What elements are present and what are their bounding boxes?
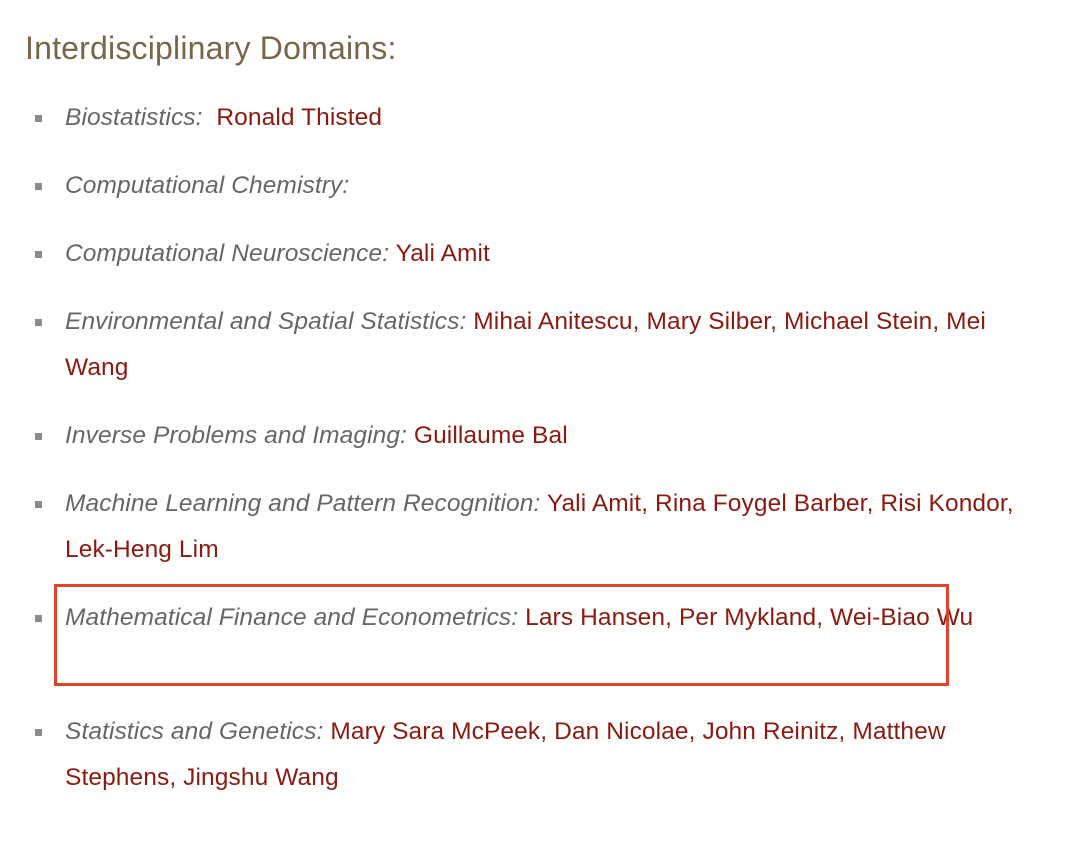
person-link[interactable]: Ronald Thisted bbox=[216, 104, 383, 131]
name-separator: , bbox=[641, 490, 656, 517]
name-separator: , bbox=[838, 718, 853, 745]
bullet-icon bbox=[35, 615, 42, 622]
name-separator: , bbox=[169, 764, 184, 791]
person-link[interactable]: Jingshu Wang bbox=[183, 764, 339, 791]
person-link[interactable]: Mary Silber bbox=[646, 308, 771, 335]
section-heading: Interdisciplinary Domains: bbox=[25, 30, 397, 66]
person-link[interactable]: John Reinitz bbox=[702, 718, 839, 745]
people-links bbox=[396, 240, 490, 267]
person-link[interactable]: Michael Stein bbox=[783, 308, 933, 335]
bullet-icon bbox=[35, 433, 42, 440]
name-separator: , bbox=[816, 604, 831, 631]
domain-label: Inverse Problems and Imaging: bbox=[65, 422, 407, 449]
name-separator: , bbox=[1006, 490, 1014, 517]
person-link[interactable]: Yali Amit bbox=[395, 240, 490, 267]
domain-label: Machine Learning and Pattern Recognition: bbox=[65, 490, 541, 517]
person-link[interactable]: Yali Amit bbox=[546, 490, 642, 517]
person-link[interactable]: Risi Kondor bbox=[880, 490, 1007, 517]
name-separator: , bbox=[688, 718, 703, 745]
people-links bbox=[414, 422, 568, 449]
domain-gap bbox=[203, 104, 217, 131]
domain-gap bbox=[407, 422, 414, 449]
domain-label: Biostatistics: bbox=[65, 104, 203, 131]
name-separator: , bbox=[770, 308, 784, 335]
person-link[interactable]: Mihai Anitescu bbox=[473, 308, 633, 335]
domain-label: Statistics and Genetics: bbox=[65, 718, 324, 745]
bullet-icon bbox=[35, 251, 42, 258]
person-link[interactable]: Lek-Heng Lim bbox=[65, 536, 219, 563]
people-links bbox=[525, 604, 973, 631]
person-link[interactable]: Guillaume Bal bbox=[413, 422, 568, 449]
person-link[interactable]: Matthew Stephens bbox=[65, 718, 946, 791]
person-link[interactable]: Mary Sara McPeek bbox=[330, 718, 541, 745]
people-links bbox=[216, 104, 382, 131]
name-separator: , bbox=[540, 718, 555, 745]
domain-label: Computational Neuroscience: bbox=[65, 240, 390, 267]
name-separator: , bbox=[632, 308, 647, 335]
name-separator: , bbox=[932, 308, 947, 335]
person-link[interactable]: Mei Wang bbox=[65, 308, 986, 381]
bullet-icon bbox=[35, 729, 42, 736]
domain-label: Environmental and Spatial Statistics: bbox=[65, 308, 467, 335]
person-link[interactable]: Per Mykland bbox=[678, 604, 817, 631]
name-separator: , bbox=[866, 490, 881, 517]
bullet-icon bbox=[35, 115, 42, 122]
person-link[interactable]: Rina Foygel Barber bbox=[655, 490, 867, 517]
person-link[interactable]: Wei-Biao Wu bbox=[830, 604, 974, 631]
bullet-icon bbox=[35, 319, 42, 326]
person-link[interactable]: Lars Hansen bbox=[525, 604, 666, 631]
bullet-icon bbox=[35, 183, 42, 190]
domain-label: Mathematical Finance and Econometrics: bbox=[65, 604, 519, 631]
name-separator: , bbox=[665, 604, 679, 631]
bullet-icon bbox=[35, 501, 42, 508]
domain-label: Computational Chemistry: bbox=[65, 172, 350, 199]
person-link[interactable]: Dan Nicolae bbox=[554, 718, 689, 745]
